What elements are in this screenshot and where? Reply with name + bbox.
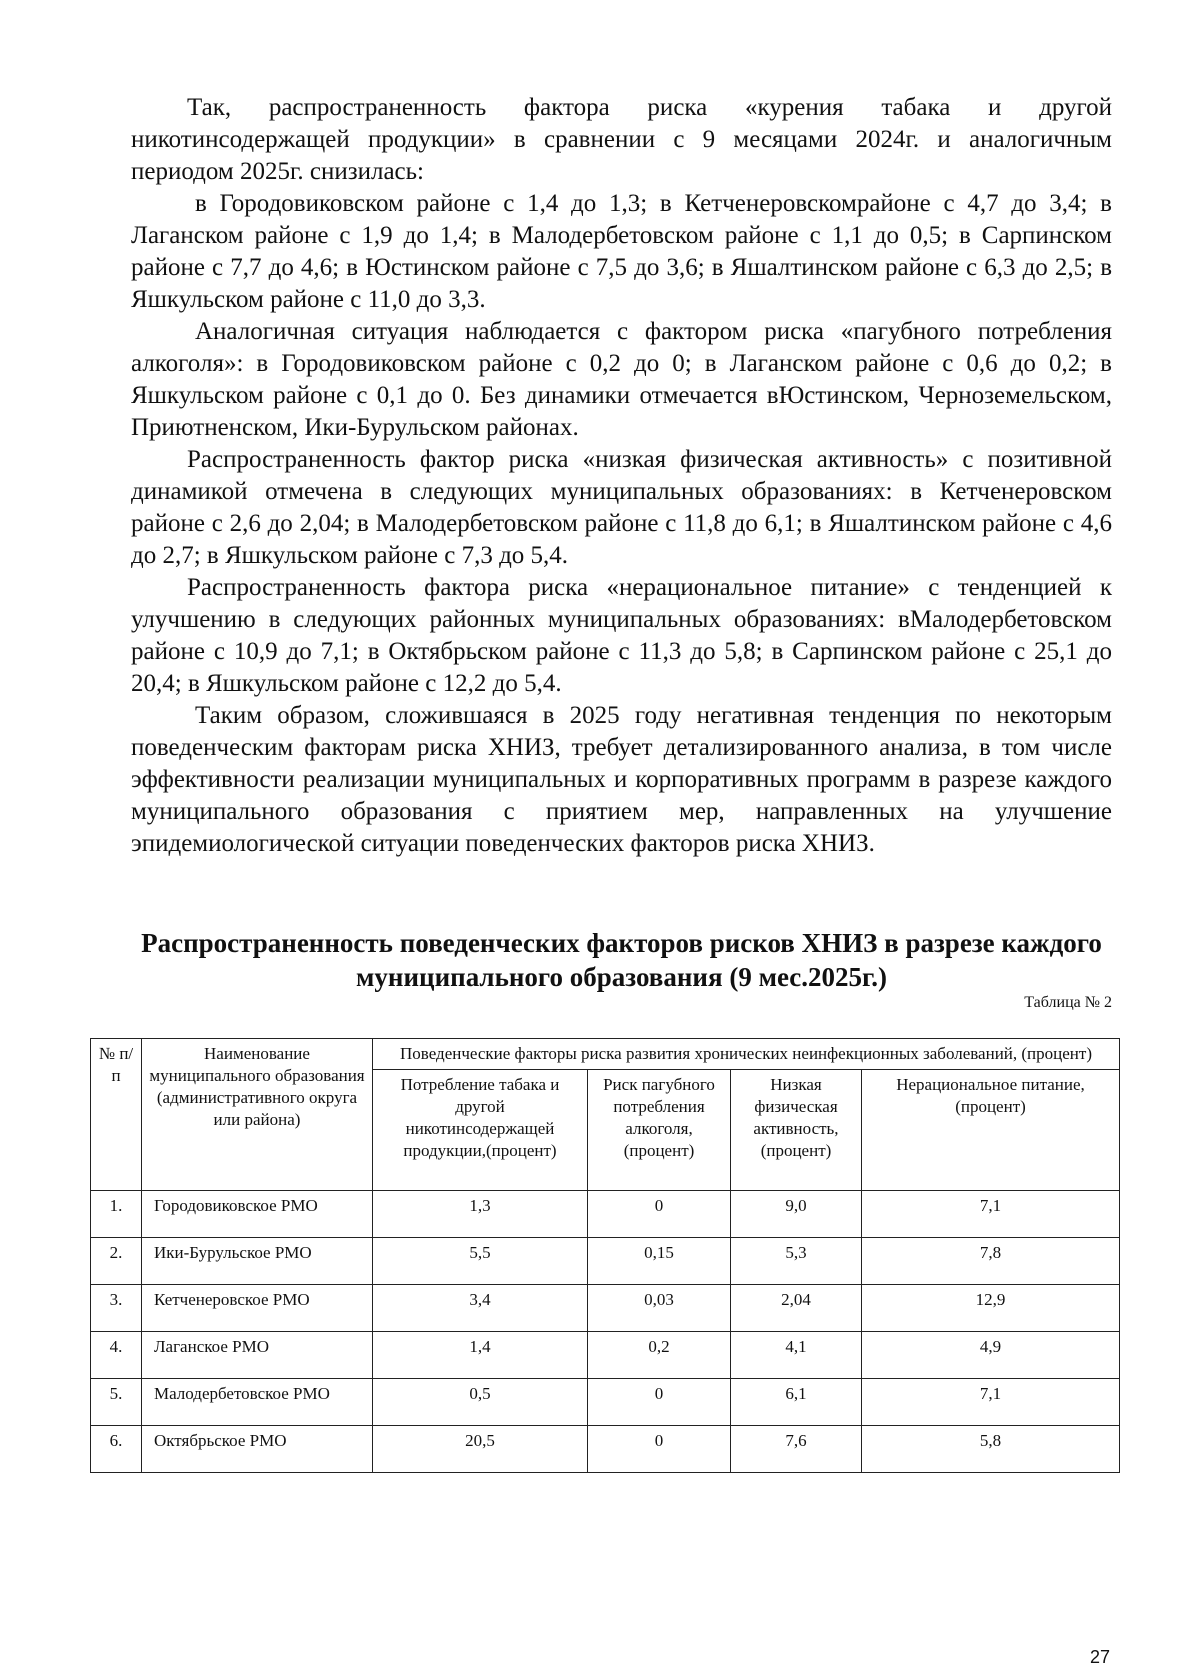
cell-nutrition: 5,8 bbox=[862, 1426, 1120, 1473]
row-num: 5. bbox=[91, 1379, 142, 1426]
body-text bbox=[131, 92, 1112, 860]
table-header bbox=[91, 1039, 1120, 1191]
table-body bbox=[91, 1191, 1120, 1473]
page-number: 27 bbox=[1090, 1647, 1111, 1667]
cell-tobacco: 3,4 bbox=[373, 1285, 588, 1332]
cell-nutrition: 4,9 bbox=[862, 1332, 1120, 1379]
paragraph-alcohol: Аналогичная ситуация наблюдается с фактором риска «пагубного потребления алкоголя»: в Городовиковском районе с 0,2 до 0; в Лаганском районе с 0,6 до 0,2; в Яшкульском районе с 0,1 до 0. Без динамики отмечается вЮстинском, Черноземельском, Приютненском, Ики-Бурульском районах. bbox=[131, 318, 1112, 441]
paragraph-nutrition: Распространенность фактора риска «нерациональное питание» с тенденцией к улучшению в следующих районных муниципальных образованиях: вМалодербетовском районе с 10,9 до 7,1; в Октябрьском районе с 11,3 до 5,8; в Сарпинском районе с 25,1 до 20,4; в Яшкульском районе с 12,2 до 5,4. bbox=[131, 574, 1112, 697]
cell-activity: 9,0 bbox=[731, 1191, 862, 1238]
risk-factors-table bbox=[90, 1038, 1120, 1473]
row-name: Лаганское РМО bbox=[142, 1332, 373, 1379]
table-title: Распространенность поведенческих факторов рисков ХНИЗ в разрезе каждого муниципального образования (9 мес.2025г.) bbox=[141, 928, 1102, 992]
table-row bbox=[91, 1332, 1120, 1379]
cell-activity: 5,3 bbox=[731, 1238, 862, 1285]
cell-alcohol: 0,2 bbox=[588, 1332, 731, 1379]
row-name: Октябрьское РМО bbox=[142, 1426, 373, 1473]
cell-nutrition: 7,1 bbox=[862, 1379, 1120, 1426]
cell-alcohol: 0 bbox=[588, 1426, 731, 1473]
row-num: 6. bbox=[91, 1426, 142, 1473]
cell-nutrition: 12,9 bbox=[862, 1285, 1120, 1332]
header-tobacco: Потребление табака и другой никотинсодержащей продукции,(процент) bbox=[373, 1070, 588, 1191]
row-name: Кетченеровское РМО bbox=[142, 1285, 373, 1332]
header-activity: Низкая физическая активность, (процент) bbox=[731, 1070, 862, 1191]
row-name: Малодербетовское РМО bbox=[142, 1379, 373, 1426]
header-alcohol: Риск пагубного потребления алкоголя, (процент) bbox=[588, 1070, 731, 1191]
cell-alcohol: 0 bbox=[588, 1191, 731, 1238]
cell-alcohol: 0,03 bbox=[588, 1285, 731, 1332]
table-row bbox=[91, 1426, 1120, 1473]
header-nutrition: Нерациональное питание, (процент) bbox=[862, 1070, 1120, 1191]
cell-nutrition: 7,8 bbox=[862, 1238, 1120, 1285]
row-name: Городовиковское РМО bbox=[142, 1191, 373, 1238]
row-num: 3. bbox=[91, 1285, 142, 1332]
cell-tobacco: 1,3 bbox=[373, 1191, 588, 1238]
header-num: № п/п bbox=[91, 1039, 142, 1191]
cell-tobacco: 5,5 bbox=[373, 1238, 588, 1285]
cell-activity: 7,6 bbox=[731, 1426, 862, 1473]
cell-alcohol: 0,15 bbox=[588, 1238, 731, 1285]
header-group: Поведенческие факторы риска развития хронических неинфекционных заболеваний, (процент) bbox=[373, 1039, 1120, 1070]
table-row bbox=[91, 1238, 1120, 1285]
cell-activity: 4,1 bbox=[731, 1332, 862, 1379]
row-num: 4. bbox=[91, 1332, 142, 1379]
paragraph-conclusion: Таким образом, сложившаяся в 2025 году негативная тенденция по некоторым поведенческим факторам риска ХНИЗ, требует детализированного анализа, в том числе эффективности реализации муниципальных и корпоративных программ в разрезе каждого муниципального образования с приятием мер, направленных на улучшение эпидемиологической ситуации поведенческих факторов риска ХНИЗ. bbox=[131, 702, 1112, 857]
cell-alcohol: 0 bbox=[588, 1379, 731, 1426]
row-num: 1. bbox=[91, 1191, 142, 1238]
paragraph-tobacco-intro: Так, распространенность фактора риска «курения табака и другой никотинсодержащей продукции» в сравнении с 9 месяцами 2024г. и аналогичным периодом 2025г. снизилась: bbox=[131, 94, 1112, 185]
cell-tobacco: 1,4 bbox=[373, 1332, 588, 1379]
table-caption: Таблица № 2 bbox=[1024, 994, 1112, 1011]
row-name: Ики-Бурульское РМО bbox=[142, 1238, 373, 1285]
cell-nutrition: 7,1 bbox=[862, 1191, 1120, 1238]
table-row bbox=[91, 1379, 1120, 1426]
cell-tobacco: 20,5 bbox=[373, 1426, 588, 1473]
paragraph-tobacco-districts: в Городовиковском районе с 1,4 до 1,3; в Кетченеровскомрайоне с 4,7 до 3,4; в Лаганском районе с 1,9 до 1,4; в Малодербетовском районе с 1,1 до 0,5; в Сарпинском районе с 7,7 до 4,6; в Юстинском районе с 7,5 до 3,6; в Яшалтинском районе с 6,3 до 2,5; в Яшкульском районе с 11,0 до 3,3. bbox=[131, 190, 1112, 313]
row-num: 2. bbox=[91, 1238, 142, 1285]
paragraph-physical-activity: Распространенность фактор риска «низкая физическая активность» с позитивной динамикой отмечена в следующих муниципальных образованиях: в Кетченеровском районе с 2,6 до 2,04; в Малодербетовском районе с 11,8 до 6,1; в Яшалтинском районе с 4,6 до 2,7; в Яшкульском районе с 7,3 до 5,4. bbox=[131, 446, 1112, 569]
table-row bbox=[91, 1285, 1120, 1332]
cell-tobacco: 0,5 bbox=[373, 1379, 588, 1426]
header-name: Наименование муниципального образования (административного округа или района) bbox=[142, 1039, 373, 1191]
table-row bbox=[91, 1191, 1120, 1238]
cell-activity: 6,1 bbox=[731, 1379, 862, 1426]
cell-activity: 2,04 bbox=[731, 1285, 862, 1332]
